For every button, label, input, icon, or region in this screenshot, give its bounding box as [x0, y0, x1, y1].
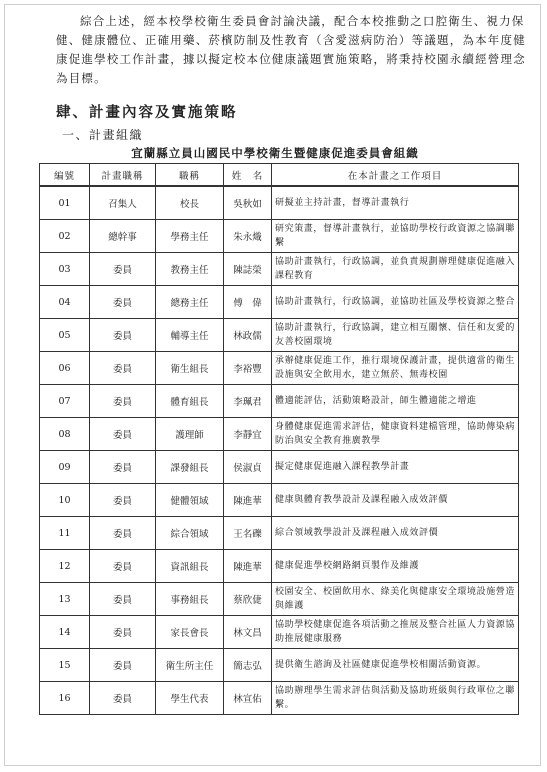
row-name: 蔡欣倢 — [224, 583, 272, 616]
row-title: 事務組長 — [156, 583, 224, 616]
row-name: 侯淑貞 — [224, 451, 272, 484]
row-title: 家長會長 — [156, 616, 224, 649]
committee-table — [39, 163, 519, 715]
row-task: 協助計畫執行，行政協調，建立相互關懷、信任和友愛的友善校園環境 — [272, 319, 519, 352]
row-number: 15 — [40, 649, 90, 682]
row-plan-role: 委員 — [90, 418, 156, 451]
table-row — [40, 385, 519, 418]
row-plan-role: 委員 — [90, 352, 156, 385]
row-number: 06 — [40, 352, 90, 385]
row-name: 林文昌 — [224, 616, 272, 649]
row-title: 教務主任 — [156, 253, 224, 286]
row-task: 健康與體育教學設計及課程融入成效評價 — [272, 484, 519, 517]
row-number: 10 — [40, 484, 90, 517]
table-row — [40, 583, 519, 616]
table-row — [40, 517, 519, 550]
table-row — [40, 484, 519, 517]
row-number: 13 — [40, 583, 90, 616]
row-number: 04 — [40, 286, 90, 319]
row-task: 身體健康促進需求評估，健康資料建檔管理，協助傳染病防治與安全教育推廣教學 — [272, 418, 519, 451]
row-task: 擬定健康促進融入課程教學計畫 — [272, 451, 519, 484]
table-row — [40, 352, 519, 385]
row-number: 08 — [40, 418, 90, 451]
row-name: 吳秋如 — [224, 186, 272, 220]
row-plan-role: 委員 — [90, 616, 156, 649]
column-header: 計畫職稱 — [90, 164, 156, 187]
row-number: 05 — [40, 319, 90, 352]
row-plan-role: 委員 — [90, 484, 156, 517]
row-plan-role: 委員 — [90, 385, 156, 418]
row-name: 李靜宜 — [224, 418, 272, 451]
row-plan-role: 委員 — [90, 253, 156, 286]
row-title: 體育組長 — [156, 385, 224, 418]
row-task: 健康促進學校網路網頁製作及維護 — [272, 550, 519, 583]
row-task: 研究策畫，督導計畫執行，並協助學校行政資源之協調聯繫 — [272, 220, 519, 253]
row-name: 林宣佑 — [224, 682, 272, 715]
row-number: 16 — [40, 682, 90, 715]
table-row — [40, 649, 519, 682]
row-number: 01 — [40, 186, 90, 220]
row-task: 承辦健康促進工作，推行環境保護計畫，提供適當的衛生設施與安全飲用水，建立無菸、無毒校園 — [272, 352, 519, 385]
row-number: 09 — [40, 451, 90, 484]
row-plan-role: 委員 — [90, 319, 156, 352]
row-plan-role: 委員 — [90, 517, 156, 550]
row-task: 提供衛生諮詢及社區健康促進學校相關活動資源。 — [272, 649, 519, 682]
row-name: 李裕豐 — [224, 352, 272, 385]
column-header: 編號 — [40, 164, 90, 187]
row-number: 12 — [40, 550, 90, 583]
row-title: 總務主任 — [156, 286, 224, 319]
table-row — [40, 286, 519, 319]
table-body — [40, 186, 519, 715]
row-title: 學生代表 — [156, 682, 224, 715]
row-plan-role: 總幹事 — [90, 220, 156, 253]
table-row — [40, 418, 519, 451]
section-heading: 肆、計畫內容及實施策略 — [56, 104, 238, 121]
column-header: 姓 名 — [224, 164, 272, 187]
column-header: 職稱 — [156, 164, 224, 187]
row-plan-role: 委員 — [90, 649, 156, 682]
row-title: 綜合領域 — [156, 517, 224, 550]
row-title: 校長 — [156, 186, 224, 220]
row-plan-role: 委員 — [90, 550, 156, 583]
row-plan-role: 委員 — [90, 682, 156, 715]
row-number: 11 — [40, 517, 90, 550]
row-number: 02 — [40, 220, 90, 253]
table-row — [40, 253, 519, 286]
row-task: 協助學校健康促進各項活動之推展及整合社區人力資源協助推展健康服務 — [272, 616, 519, 649]
row-number: 03 — [40, 253, 90, 286]
row-title: 衛生組長 — [156, 352, 224, 385]
row-task: 協助計畫執行，行政協調，並協助社區及學校資源之整合 — [272, 286, 519, 319]
row-number: 14 — [40, 616, 90, 649]
table-row — [40, 616, 519, 649]
row-task: 體適能評估，活動策略設計，師生體適能之增進 — [272, 385, 519, 418]
row-title: 衛生所主任 — [156, 649, 224, 682]
row-number: 07 — [40, 385, 90, 418]
row-task: 研擬並主持計畫，督導計畫執行 — [272, 186, 519, 220]
row-title: 輔導主任 — [156, 319, 224, 352]
table-row — [40, 550, 519, 583]
column-header: 在本計畫之工作項目 — [272, 164, 519, 187]
row-name: 陳進華 — [224, 484, 272, 517]
row-name: 陳誌榮 — [224, 253, 272, 286]
table-row — [40, 186, 519, 220]
row-task: 綜合領域教學設計及課程融入成效評價 — [272, 517, 519, 550]
table-row — [40, 220, 519, 253]
row-name: 簡志弘 — [224, 649, 272, 682]
row-title: 資訊組長 — [156, 550, 224, 583]
row-title: 課發組長 — [156, 451, 224, 484]
row-name: 李珮君 — [224, 385, 272, 418]
intro-paragraph: 綜合上述，經本校學校衛生委員會討論決議，配合本校推動之口腔衛生、視力保健、健康體位、正確用藥、菸檳防制及性教育（含愛滋病防治）等議題，為本年度健康促進學校工作計畫，據以擬定校本位健康議題實施策略，將秉持校園永續經營理念為目標。 — [56, 14, 526, 85]
sub-heading: 一、計畫組織 — [62, 128, 144, 142]
row-name: 王名礫 — [224, 517, 272, 550]
table-header-row — [40, 164, 519, 187]
row-title: 護理師 — [156, 418, 224, 451]
row-plan-role: 委員 — [90, 451, 156, 484]
row-title: 學務主任 — [156, 220, 224, 253]
row-task: 校園安全、校園飲用水、綠美化與健康安全環境設施營造與維護 — [272, 583, 519, 616]
row-name: 林政儒 — [224, 319, 272, 352]
table-row — [40, 682, 519, 715]
row-task: 協助辦理學生需求評估與活動及協助班級與行政單位之聯繫。 — [272, 682, 519, 715]
table-row — [40, 319, 519, 352]
table-row — [40, 451, 519, 484]
row-task: 協助計畫執行，行政協調，並負責規劃辦理健康促進融入課程教育 — [272, 253, 519, 286]
row-plan-role: 委員 — [90, 583, 156, 616]
table-title: 宜蘭縣立員山國民中學校衛生暨健康促進委員會組織 — [131, 146, 419, 160]
row-plan-role: 召集人 — [90, 186, 156, 220]
row-plan-role: 委員 — [90, 286, 156, 319]
row-name: 傅 偉 — [224, 286, 272, 319]
row-name: 朱永熾 — [224, 220, 272, 253]
row-title: 健體領域 — [156, 484, 224, 517]
row-name: 陳進華 — [224, 550, 272, 583]
